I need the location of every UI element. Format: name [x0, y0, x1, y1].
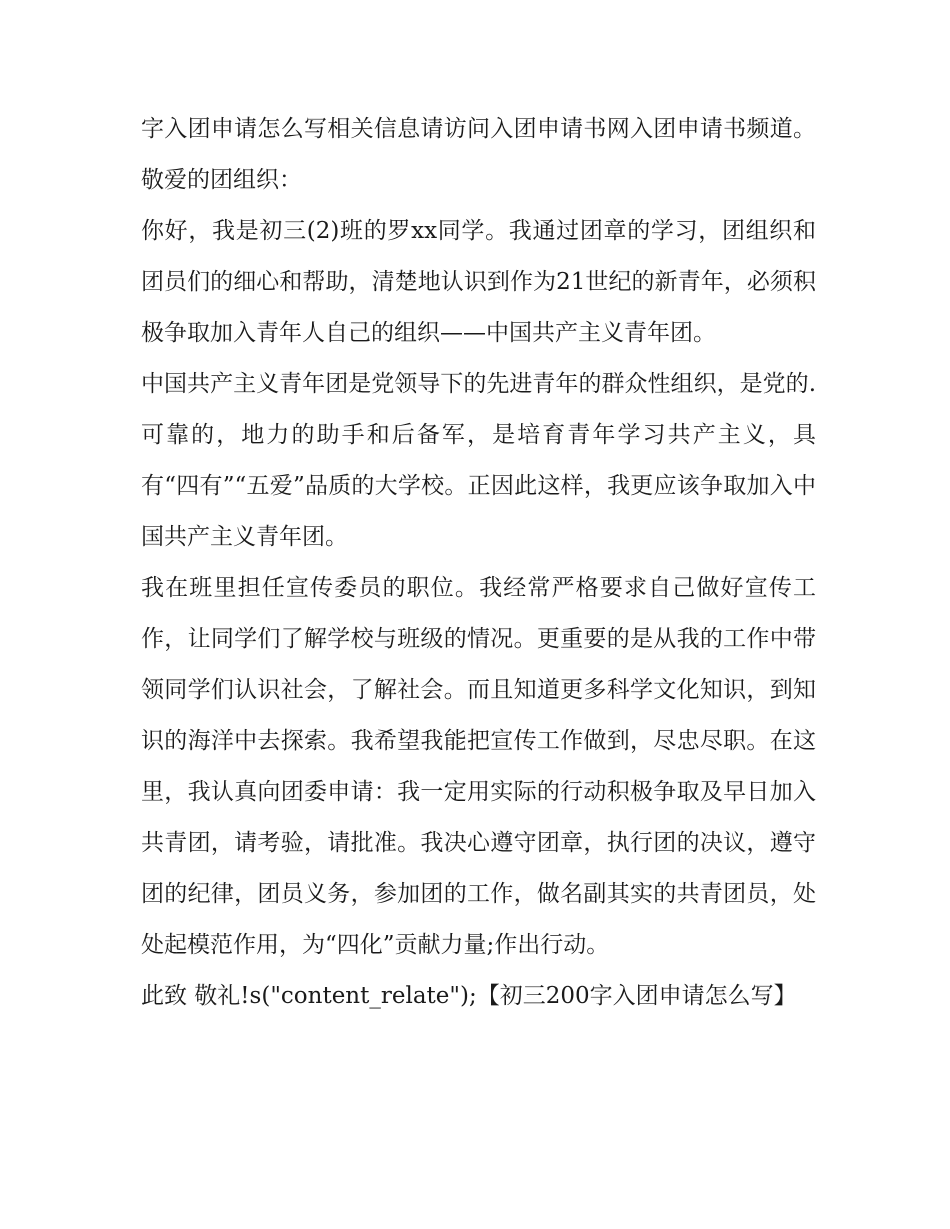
closing-paragraph: 此致 敬礼!s("content_relate");【初三200字入团申请怎么写】 [141, 983, 797, 1009]
document-body [141, 104, 816, 1022]
personal-statement-paragraph: 我在班里担任宣传委员的职位。我经常严格要求自己做好宣传工作，让同学们了解学校与班级的情况。更重要的是从我的工作中带领同学们认识社会，了解社会。而且知道更多科学文化知识，到知识的海洋中去探索。我希望我能把宣传工作做到，尽忠尽职。在这里，我认真向团委申请：我一定用实际的行动积极争取及早日加入共青团，请考验，请批准。我决心遵守团章，执行团的决议，遵守团的纪律，团员义务，参加团的工作，做名副其实的共青团员，处处起模范作用，为“四化”贡献力量;作出行动。 [141, 575, 816, 958]
intro-paragraph: 字入团申请怎么写相关信息请访问入团申请书网入团申请书频道。 敬爱的团组织： [141, 116, 816, 193]
league-description-paragraph: 中国共产主义青年团是党领导下的先进青年的群众性组织，是党的.可靠的，地力的助手和后备军，是培育青年学习共产主义，具有“四有”“五爱”品质的大学校。正因此这样，我更应该争取加入中国共产主义青年团。 [141, 371, 816, 550]
greeting-paragraph: 你好，我是初三(2)班的罗xx同学。我通过团章的学习，团组织和团员们的细心和帮助，清楚地认识到作为21世纪的新青年，必须积极争取加入青年人自己的组织——中国共产主义青年团。 [141, 218, 816, 346]
